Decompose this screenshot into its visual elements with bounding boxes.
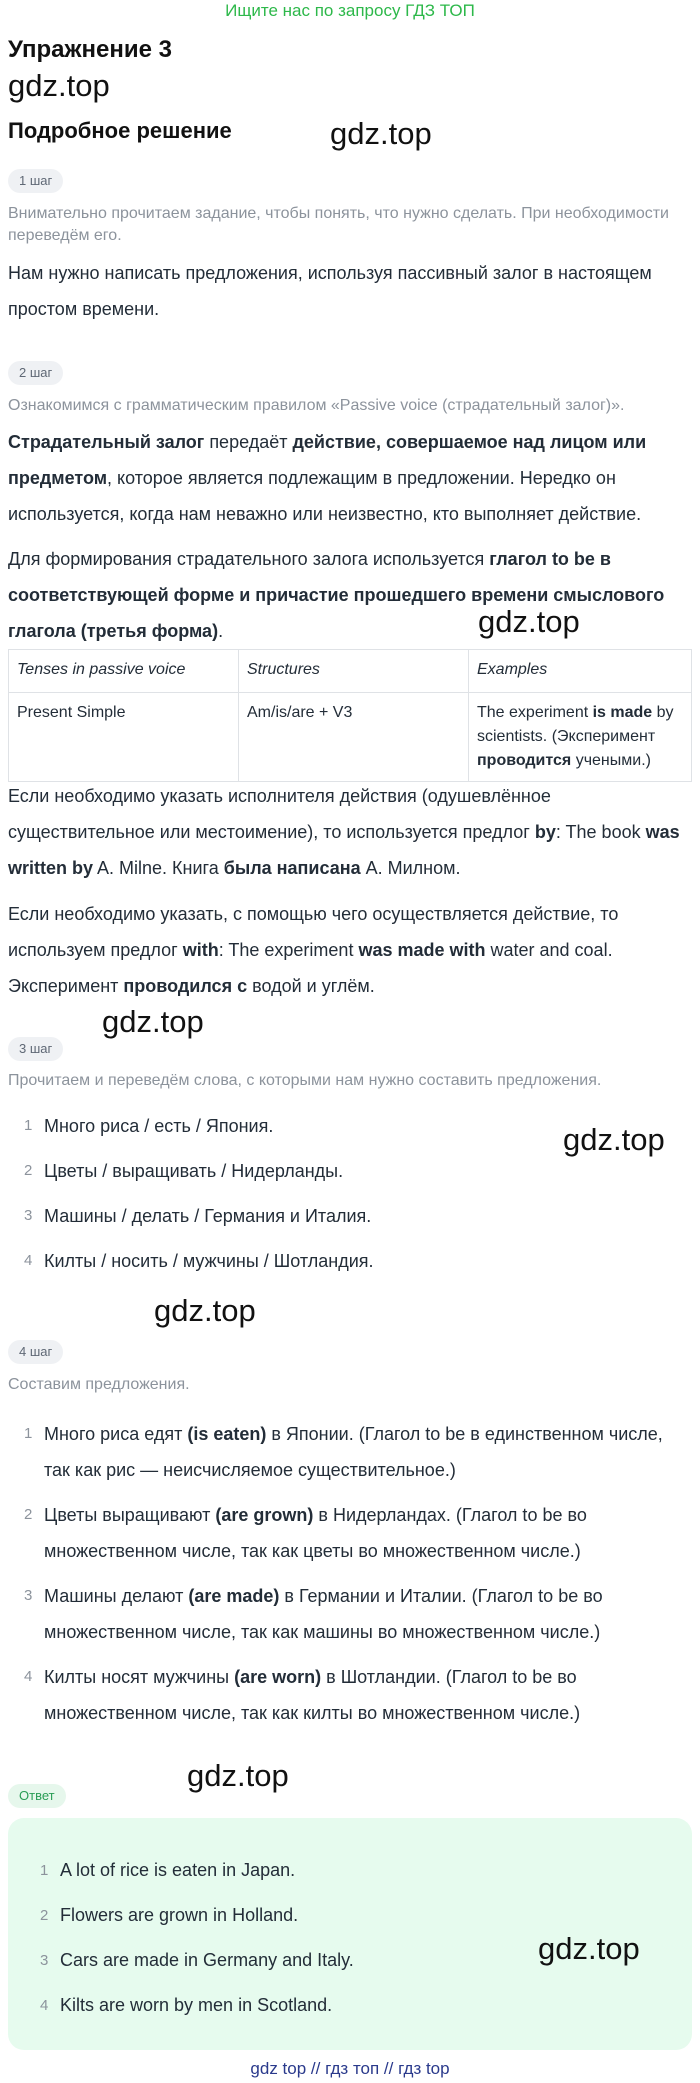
text-bold: was written by [8,822,680,878]
answer-text: Cars are made in Germany and Italy. [60,1950,354,1970]
site-logo: gdz.top [8,68,110,103]
list-text: Килты / носить / мужчины / Шотландия. [44,1251,374,1271]
step-badge: 1 шаг [8,169,63,193]
text-fragment: Цветы выращивают [44,1505,216,1525]
rule-paragraph [8,541,692,649]
table-header: Tenses in passive voice [9,650,239,693]
page-title: Упражнение 3 [8,36,172,63]
text-fragment: Машины делают [44,1586,189,1606]
list-number: 1 [40,1862,49,1879]
grammar-table [8,649,692,782]
list-number: 1 [24,1117,33,1134]
section-heading: Подробное решение [8,118,232,143]
text-fragment: передаёт [204,432,293,452]
text-fragment: by scientists. (Эксперимент [477,704,674,745]
list-number: 4 [40,1997,49,2014]
list-item [24,1983,624,2028]
list-text: Много риса / есть / Япония. [44,1116,274,1136]
text-fragment: в Японии. (Глагол to be в единственном числе, так как рис — неисчисляемое существительное.) [44,1424,663,1480]
text-fragment: water and coal. Эксперимент [8,940,613,996]
rule-term: Страдательный залог [8,432,205,452]
list-number: 2 [40,1907,49,1924]
step-badge: 3 шаг [8,1037,63,1061]
list-text: Машины / делать / Германия и Италия. [44,1206,372,1226]
list-item [8,1243,692,1279]
text-fragment: : The book [555,822,646,842]
list-item [8,1153,692,1189]
list-number: 3 [24,1587,33,1604]
answer-badge: Ответ [8,1784,66,1808]
text-bold: была написана [223,858,361,878]
text-bold: by [534,822,556,842]
text-fragment: Для формирования страдательного залога используется [8,549,490,569]
list-text: Цветы / выращивать / Нидерланды. [44,1161,344,1181]
list-item [8,1198,692,1234]
step-badge: 4 шаг [8,1340,63,1364]
table-row [9,693,692,782]
rule-paragraph [8,896,692,1004]
list-number: 4 [24,1252,33,1269]
step-badge: 2 шаг [8,361,63,385]
table-header-row [9,650,692,693]
text-fragment: Если необходимо указать, с помощью чего осуществляется действие, то используем предлог [8,904,619,960]
answer-text: Kilts are worn by men in Scotland. [60,1995,333,2015]
watermark: gdz.top [563,1122,665,1157]
list-number: 3 [24,1207,33,1224]
list-item [24,1893,624,1938]
watermark: gdz.top [187,1758,289,1793]
watermark: gdz.top [478,604,580,639]
table-header: Structures [239,650,469,693]
text-fragment: водой и углём. [247,976,375,996]
table-cell-tense: Present Simple [9,693,239,782]
text-fragment: в Нидерландах. (Глагол to be во множественном числе, так как цветы во множественном числе.) [44,1505,587,1561]
text-fragment: A. Milne. Книга [93,858,224,878]
step-hint: Внимательно прочитаем задание, чтобы понять, что нужно сделать. При необходимости переведём его. [8,205,669,244]
rule-paragraph [8,778,692,886]
rule-paragraph [8,424,692,532]
answer-text: Flowers are grown in Holland. [60,1905,299,1925]
list-number: 4 [24,1668,33,1685]
text-fragment: учеными.) [571,752,651,769]
text-bold: was made with [358,940,486,960]
footer-links[interactable]: gdz top // гдз топ // гдз top [250,2059,450,2078]
text-fragment: , которое является подлежащим в предложении. Нередко он используется, когда нам неважно или неизвестно, кто выполняет действие. [8,468,642,524]
watermark: gdz.top [538,1931,640,1966]
text-fragment: Много риса едят [44,1424,188,1444]
list-number: 3 [40,1952,49,1969]
step-hint: Составим предложения. [8,1376,190,1393]
text-fragment: в Германии и Италии. (Глагол to be во множественном числе, так как машины во множественном числе.) [44,1586,603,1642]
verb-form: (is eaten) [187,1424,267,1444]
list-number: 1 [24,1425,33,1442]
text-bold: with [182,940,219,960]
list-number: 2 [24,1162,33,1179]
answer-list [24,1848,624,2028]
top-banner[interactable]: Ищите нас по запросу ГДЗ ТОП [225,1,475,20]
text-fragment: The experiment [477,704,593,721]
list-item [8,1659,692,1731]
list-item [8,1497,692,1569]
step-text: Нам нужно написать предложения, используя пассивный залог в настоящем простом времени. [8,263,652,319]
answer-text: A lot of rice is eaten in Japan. [60,1860,296,1880]
sentence-list [8,1416,692,1731]
text-bold: проводился с [123,976,248,996]
table-header: Examples [469,650,692,693]
list-item [24,1848,624,1893]
text-bold: is made [592,704,653,721]
list-number: 2 [24,1506,33,1523]
watermark: gdz.top [154,1293,256,1328]
list-item [8,1578,692,1650]
step-hint: Ознакомимся с грамматическим правилом «Passive voice (страдательный залог)». [8,397,625,414]
text-fragment: А. Милном. [360,858,461,878]
text-fragment: : The experiment [218,940,359,960]
verb-form: (are made) [188,1586,280,1606]
text-bold: проводится [477,752,572,769]
verb-form: (are grown) [215,1505,314,1525]
text-fragment: Если необходимо указать исполнителя действия (одушевлённое существительное или местоимение), то используется предлог [8,786,551,842]
rule-emphasis: действие, совершаемое над лицом или предметом [8,432,647,488]
verb-form: (are worn) [234,1667,322,1687]
watermark: gdz.top [330,116,432,151]
list-item [8,1416,692,1488]
step-hint: Прочитаем и переведём слова, с которыми нам нужно составить предложения. [8,1072,602,1089]
list-item [24,1938,624,1983]
rule-emphasis: глагол to be в соответствующей форме и причастие прошедшего времени смыслового глагола (третья форма) [8,549,665,641]
watermark: gdz.top [102,1004,204,1039]
table-cell-structure: Am/is/are + V3 [239,693,469,782]
text-fragment: . [218,621,224,641]
text-fragment: в Шотландии. (Глагол to be во множественном числе, так как килты во множественном числе.) [44,1667,581,1723]
text-fragment: Килты носят мужчины [44,1667,235,1687]
table-cell-example [469,693,692,782]
